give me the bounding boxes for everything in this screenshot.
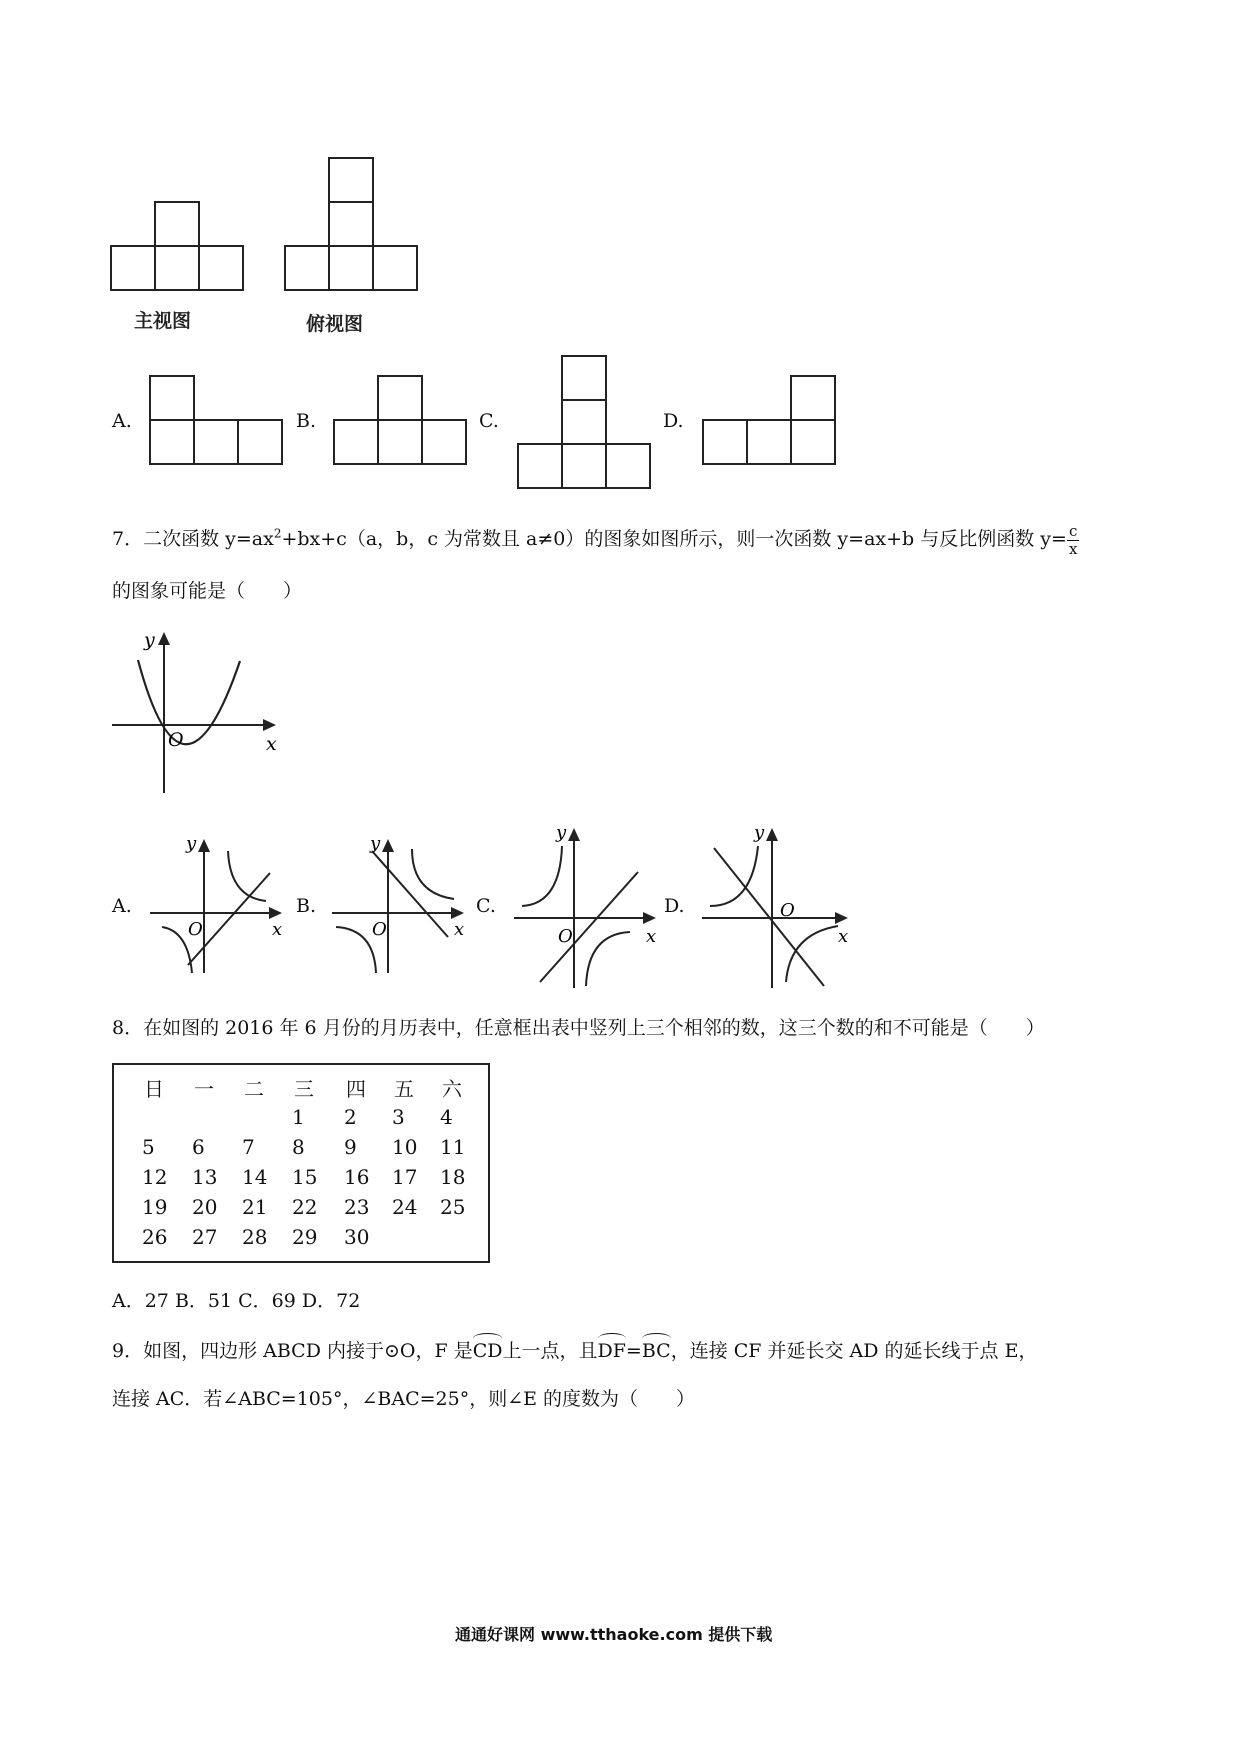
q7-option-a-y-label: y: [186, 835, 197, 854]
calendar-day: 15: [292, 1165, 318, 1189]
q7-option-c-x-label: x: [646, 926, 657, 947]
arc-bc: BC: [641, 1340, 671, 1362]
calendar-weekday: 四: [346, 1077, 366, 1101]
calendar-day: 22: [292, 1195, 318, 1219]
arc-df: DF: [597, 1340, 626, 1362]
calendar-weekday: 日: [144, 1077, 164, 1101]
calendar-day: 30: [344, 1225, 370, 1249]
q7-option-b-graph: [330, 835, 470, 975]
calendar-day: 8: [292, 1135, 305, 1159]
q7-option-a-x-label: x: [272, 919, 283, 940]
q7-parabola-y-label: y: [144, 629, 155, 651]
calendar-day: 23: [344, 1195, 370, 1219]
q7-option-b-origin: O: [372, 919, 387, 940]
calendar-day: 3: [392, 1105, 405, 1129]
q7-option-b-y-label: y: [370, 835, 381, 854]
q7-option-c-label: C.: [476, 895, 496, 917]
calendar-day: 14: [242, 1165, 268, 1189]
q6-option-a-label: A.: [112, 410, 132, 432]
calendar-day: 11: [440, 1135, 466, 1159]
calendar-weekday: 二: [244, 1077, 264, 1101]
q7-option-d-origin: O: [780, 900, 795, 921]
calendar-day: 9: [344, 1135, 357, 1159]
q7-option-c-origin: O: [558, 926, 573, 947]
front-view-label: 主视图: [134, 310, 192, 332]
q7-option-a-label: A.: [112, 895, 132, 917]
page-footer: 通通好课网 www.tthaoke.com 提供下载: [455, 1625, 773, 1644]
q7-option-d-label: D.: [664, 895, 685, 917]
calendar-day: 26: [142, 1225, 168, 1249]
q9-question-line1: 9．如图，四边形 ABCD 内接于⊙O，F 是CD上一点，且DF=BC，连接 CF 并延长交 AD 的延长线于点 E，: [112, 1340, 1038, 1362]
q7-option-a-graph: [148, 835, 288, 975]
q7-option-b-label: B.: [296, 895, 317, 917]
calendar-day: 19: [142, 1195, 168, 1219]
q7-option-d-y-label: y: [754, 822, 765, 843]
q6-option-c-label: C.: [479, 410, 499, 432]
q7-fraction: $\frac{c}{x}$: [1068, 522, 1078, 558]
calendar-day: 5: [142, 1135, 155, 1159]
calendar-weekday: 一: [194, 1077, 214, 1101]
calendar-day: 20: [192, 1195, 218, 1219]
q8-question: 8．在如图的 2016 年 6 月份的月历表中，任意框出表中竖列上三个相邻的数，这三个数的和不可能是（ ）: [112, 1017, 1045, 1039]
calendar-day: 6: [192, 1135, 205, 1159]
calendar-weekday: 五: [394, 1077, 414, 1101]
q7-question-line2: 的图象可能是（ ）: [112, 580, 303, 602]
calendar-day: 2: [344, 1105, 357, 1129]
q7-parabola-graph: [108, 628, 288, 798]
q7-question-line1: 7．二次函数 $y=ax^2+bx+c(a$，b，c 为常数且 a≠0）的图象如图所示，则一次函数 y=ax+b 与反比例函数 y= $\frac{c}{x}$: [112, 522, 1078, 558]
calendar-day: 12: [142, 1165, 168, 1189]
calendar-table: [112, 1063, 490, 1263]
arc-cd: CD: [472, 1340, 503, 1362]
q7-parabola-origin: O: [168, 729, 184, 751]
q8-answer-options: A．27 B．51 C．69 D．72: [112, 1290, 361, 1312]
calendar-day: 29: [292, 1225, 318, 1249]
q7-option-d-x-label: x: [838, 926, 849, 947]
calendar-day: 1: [292, 1105, 305, 1129]
calendar-day: 10: [392, 1135, 418, 1159]
calendar-day: 4: [440, 1105, 453, 1129]
calendar-day: 7: [242, 1135, 255, 1159]
calendar-day: 13: [192, 1165, 218, 1189]
calendar-day: 17: [392, 1165, 418, 1189]
calendar-weekday: 六: [442, 1077, 462, 1101]
q7-option-a-origin: O: [188, 919, 203, 940]
q7-option-d-graph: [700, 822, 860, 990]
q6-option-d-label: D.: [663, 410, 684, 432]
calendar-day: 25: [440, 1195, 466, 1219]
calendar-day: 16: [344, 1165, 370, 1189]
q6-option-b-label: B.: [296, 410, 317, 432]
q7-option-b-x-label: x: [454, 919, 465, 940]
top-view-label: 俯视图: [306, 313, 364, 335]
q7-option-c-y-label: y: [556, 822, 567, 843]
q9-question-line2: 连接 AC．若∠ABC=105°，∠BAC=25°，则∠E 的度数为（ ）: [112, 1388, 696, 1410]
calendar-day: 21: [242, 1195, 268, 1219]
q7-parabola-x-label: x: [266, 733, 277, 755]
calendar-weekday: 三: [294, 1077, 314, 1101]
calendar-day: 27: [192, 1225, 218, 1249]
calendar-day: 28: [242, 1225, 268, 1249]
calendar-day: 18: [440, 1165, 466, 1189]
q7-option-c-graph: [512, 822, 662, 990]
calendar-day: 24: [392, 1195, 418, 1219]
